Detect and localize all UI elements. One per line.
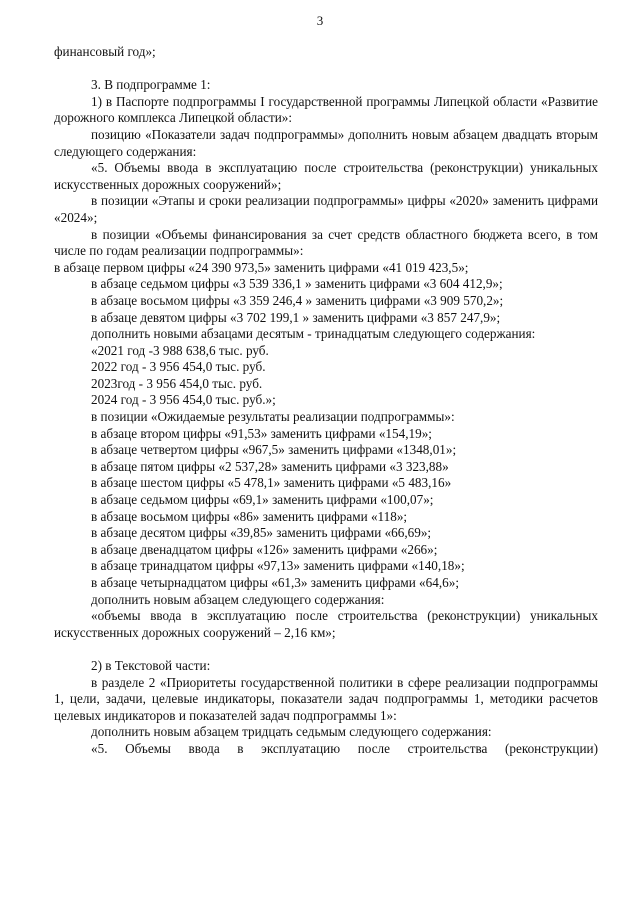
paragraph-fourteenth-abzac: в абзаце четырнадцатом цифры «61,3» заменить цифрами «64,6»; (91, 575, 459, 590)
paragraph-seventh-abzac: в абзаце седьмом цифры «3 539 336,1 » заменить цифрами «3 604 412,9»; (91, 276, 503, 292)
paragraph-eighth-abzac: в абзаце восьмом цифры «3 359 246,4 » заменить цифрами «3 909 570,2»; (91, 292, 504, 308)
paragraph-continuation: финансовый год»; (54, 44, 156, 59)
paragraph-section-2: в разделе 2 «Приоритеты государственной политики в сфере реализации подпрограммы 1, цели, задачи, целевые индикаторы, показатели задач подпрограммы 1, методики расчетов целевых индикаторов и показателей задач подпрограммы 1»: (54, 674, 598, 723)
paragraph-fifth-abzac: в абзаце пятом цифры «2 537,28» заменить цифрами «3 323,88» (91, 458, 449, 474)
paragraph-volumes-quote: «объемы ввода в эксплуатацию после строительства (реконструкции) уникальных искусственных дорожных сооружений – 2,16 км»; (54, 608, 598, 640)
paragraph-eighth-abzac-results: в абзаце восьмом цифры «86» заменить цифрами «118»; (91, 508, 408, 524)
paragraph-add-37th-abzac: дополнить новым абзацем тридцать седьмым следующего содержания: (91, 724, 492, 740)
spacer (54, 641, 598, 658)
section-heading-3: 3. В подпрограмме 1: (91, 77, 211, 93)
paragraph-seventh-abzac-results: в абзаце седьмом цифры «69,1» заменить цифрами «100,07»; (91, 492, 434, 508)
paragraph-financing: в позиции «Объемы финансирования за счет средств областного бюджета всего, в том числе по годам реализации подпрограммы»: (54, 226, 598, 259)
paragraph-indicators: позицию «Показатели задач подпрограммы» дополнить новым абзацем двадцать вторым следующего содержания: (54, 126, 598, 159)
spacer (54, 61, 598, 78)
document-body (54, 44, 598, 758)
paragraph-expected-results: в позиции «Ожидаемые результаты реализации подпрограммы»: (91, 409, 455, 425)
paragraph-add-new-abzac: дополнить новым абзацем следующего содержания: (91, 591, 385, 607)
paragraph-thirteenth-abzac: в абзаце тринадцатом цифры «97,13» заменить цифрами «140,18»; (91, 558, 465, 574)
year-2024-line: 2024 год - 3 956 454,0 тыс. руб.»; (91, 392, 276, 408)
paragraph-add-abzacs: дополнить новыми абзацами десятым - тринадцатым следующего содержания: (91, 326, 536, 342)
paragraph-quote-5-continued: «5. Объемы ввода в эксплуатацию после строительства (реконструкции) (91, 740, 598, 756)
paragraph-fourth-abzac: в абзаце четвертом цифры «967,5» заменить цифрами «1348,01»; (91, 442, 457, 458)
paragraph-tenth-abzac: в абзаце десятом цифры «39,85» заменить цифрами «66,69»; (91, 525, 432, 541)
paragraph-quote-5: «5. Объемы ввода в эксплуатацию после строительства (реконструкции) уникальных искусственных дорожных сооружений»; (54, 160, 598, 192)
year-2023-line: 2023год - 3 956 454,0 тыс. руб. (91, 375, 263, 391)
year-2021-line: «2021 год -3 988 638,6 тыс. руб. (91, 342, 269, 358)
paragraph-ninth-abzac: в абзаце девятом цифры «3 702 199,1 » заменить цифрами «3 857 247,9»; (91, 309, 501, 325)
paragraph-passport: 1) в Паспорте подпрограммы I государственной программы Липецкой области «Развитие дорожного комплекса Липецкой области»: (54, 93, 598, 126)
section-heading-text-part: 2) в Текстовой части: (91, 657, 211, 673)
page-number: 3 (316, 13, 324, 28)
paragraph-twelfth-abzac: в абзаце двенадцатом цифры «126» заменить цифрами «266»; (91, 541, 438, 557)
year-2022-line: 2022 год - 3 956 454,0 тыс. руб. (91, 359, 266, 375)
paragraph-sixth-abzac: в абзаце шестом цифры «5 478,1» заменить цифрами «5 483,16» (91, 475, 452, 491)
paragraph-stages: в позиции «Этапы и сроки реализации подпрограммы» цифры «2020» заменить цифрами «2024»; (54, 193, 598, 225)
paragraph-first-abzac: в абзаце первом цифры «24 390 973,5» заменить цифрами «41 019 423,5»; (54, 259, 469, 275)
paragraph-second-abzac: в абзаце втором цифры «91,53» заменить цифрами «154,19»; (91, 425, 432, 441)
